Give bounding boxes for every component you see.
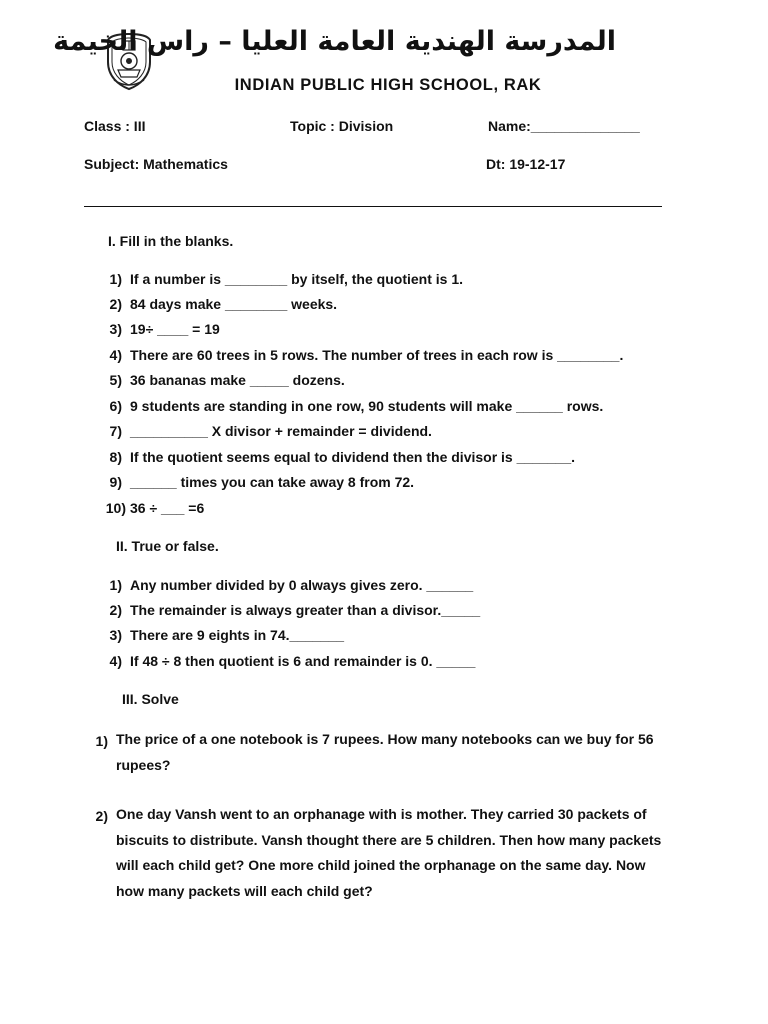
section-1-heading: I. Fill in the blanks. xyxy=(108,233,234,249)
item-number: 1) xyxy=(109,577,122,593)
true-false-item: Any number divided by 0 always gives zero. ______ xyxy=(130,577,474,593)
fill-blank-item: 36 ÷ ___ =6 xyxy=(130,500,205,516)
fill-blank-item: __________ X divisor + remainder = dividend. xyxy=(130,423,432,439)
fill-blank-item: 19÷ ____ = 19 xyxy=(130,321,220,337)
item-number: 2) xyxy=(95,808,108,824)
item-number: 10) xyxy=(105,500,126,516)
true-false-item: The remainder is always greater than a divisor._____ xyxy=(130,602,481,618)
item-number: 2) xyxy=(109,296,122,312)
date-label: Dt: 19-12-17 xyxy=(486,156,566,172)
section-3-heading: III. Solve xyxy=(122,691,179,707)
topic-label: Topic : Division xyxy=(290,118,394,134)
fill-blank-item: ______ times you can take away 8 from 72. xyxy=(130,474,415,490)
arabic-school-title: المدرسة الهندية العامة العليا – راس الخيمة xyxy=(53,26,616,57)
item-number: 8) xyxy=(109,449,122,465)
item-number: 6) xyxy=(109,398,122,414)
subject-label: Subject: Mathematics xyxy=(84,156,228,172)
fill-blank-item: If the quotient seems equal to dividend then the divisor is _______. xyxy=(130,449,575,465)
class-label: Class : III xyxy=(84,118,146,134)
item-number: 2) xyxy=(109,602,122,618)
fill-blank-item: 84 days make ________ weeks. xyxy=(130,296,338,312)
fill-blank-item: 9 students are standing in one row, 90 students will make ______ rows. xyxy=(130,398,604,414)
item-number: 1) xyxy=(109,271,122,287)
item-number: 7) xyxy=(109,423,122,439)
section-2-heading: II. True or false. xyxy=(116,538,219,554)
item-number: 3) xyxy=(109,321,122,337)
item-number: 3) xyxy=(109,627,122,643)
header-divider xyxy=(84,206,662,207)
item-number: 1) xyxy=(95,733,108,749)
item-number: 4) xyxy=(109,653,122,669)
fill-blank-item: If a number is ________ by itself, the quotient is 1. xyxy=(130,271,463,287)
fill-blank-item: 36 bananas make _____ dozens. xyxy=(130,372,345,388)
word-problem: The price of a one notebook is 7 rupees. How many notebooks can we buy for 56 rupees? xyxy=(116,731,654,773)
fill-blank-item: There are 60 trees in 5 rows. The number of trees in each row is ________. xyxy=(130,347,624,363)
item-number: 4) xyxy=(109,347,122,363)
item-number: 9) xyxy=(109,474,122,490)
true-false-item: There are 9 eights in 74._______ xyxy=(130,627,345,643)
word-problem: One day Vansh went to an orphanage with is mother. They carried 30 packets of biscuits to distribute. Vansh thought there are 5 children. Then how many packets will each child get? One more child joined the orphanage on the same day. Now how many packets will each child get? xyxy=(116,806,662,899)
school-name: INDIAN PUBLIC HIGH SCHOOL, RAK xyxy=(234,76,542,94)
item-number: 5) xyxy=(109,372,122,388)
name-field: Name:______________ xyxy=(488,118,640,134)
true-false-item: If 48 ÷ 8 then quotient is 6 and remainder is 0. _____ xyxy=(130,653,476,669)
